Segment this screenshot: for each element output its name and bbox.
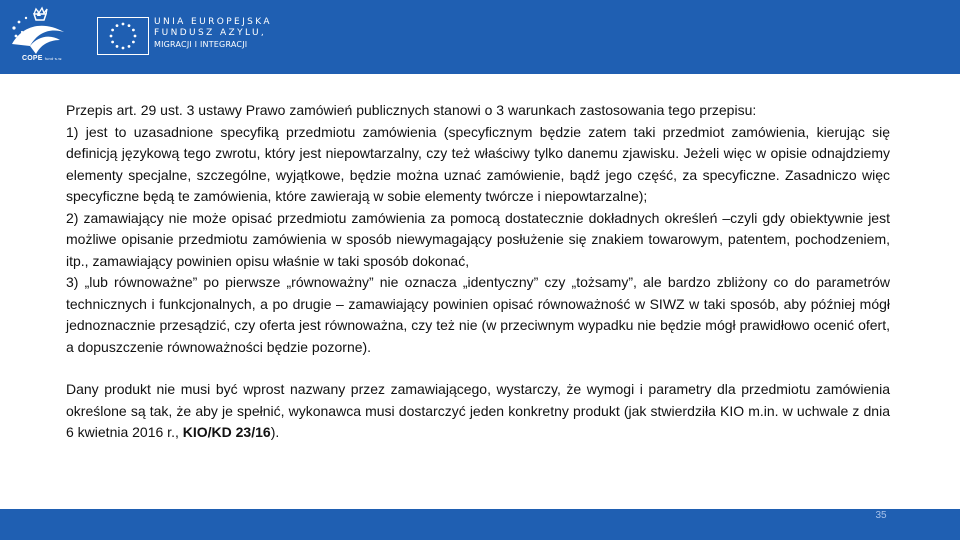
closing-text: Dany produkt nie musi być wprost nazwany przez zamawiającego, wystarczy, że wymogi i parametry dla przedmiotu zamówienia określone są tak, że aby je spełnić, wykonawca musi dostarczyć jeden konkretny produkt (jak stwierdziła KIO m.in. w uchwale z dnia 6 kwietnia 2016 r., [66, 381, 890, 440]
point-2: 2) zamawiający nie może opisać przedmiotu zamówienia za pomocą dostatecznie dokładnych określeń –czyli gdy obiektywnie jest możliwe opisanie przedmiotu zamówienia w sposób niewymagający posłużenie się znakiem towarowym, patentem, pochodzeniem, itp., zamawiający powinien opisu właśnie w taki sposób dokonać, [66, 209, 890, 269]
page-number: 35 [875, 510, 887, 521]
cope-logo-main: COPE [22, 55, 43, 62]
header-bar [0, 0, 960, 74]
eu-flag-icon [97, 17, 149, 55]
eu-line-2: FUNDUSZ AZYLU, [154, 28, 267, 38]
intro-paragraph: Przepis art. 29 ust. 3 ustawy Prawo zamówień publicznych stanowi o 3 warunkach zastosowania tego przepisu: [66, 102, 757, 118]
closing-end: ). [270, 424, 280, 440]
footer-bar [0, 509, 960, 540]
point-1: 1) jest to uzasadnione specyfiką przedmiotu zamówienia (specyficznym będzie zatem taki przedmiot zamówienia, kierując się definicją językową tego zwrotu, który jest niepowtarzalny, czy też właściwy tylko danemu zjawisku. Jeżeli więc w opisie odnajdziemy elementy specjalne, szczególne, wyjątkowe, będzie można uznać zamówienie, bądź jego część, za specyficzne. Zasadniczo więc specyficzne będą te zamówienia, które zawierają w sobie elementy twórcze i niepowtarzalne); [66, 123, 890, 204]
kio-reference: KIO/KD 23/16 [182, 424, 271, 440]
point-3: 3) „lub równoważne” po pierwsze „równoważny” nie oznacza „identyczny” czy „tożsamy”, ale bardzo zbliżony co do parametrów technicznych i funkcjonalnych, a po drugie – zamawiający powinien opisać równoważność w SIWZ w taki sposób, aby później mógł jednoznacznie przesądzić, czy oferta jest równoważna, czy też nie (w przeciwnym wypadku nie będzie mógł prawidłowo ocenić ofert, a dopuszczenie równoważności będzie pozorne). [66, 274, 890, 355]
paragraph-spacer [66, 358, 890, 379]
cope-logo-text [22, 55, 63, 62]
closing-paragraph [66, 379, 890, 444]
eu-fund-label [154, 17, 272, 50]
main-text [66, 100, 890, 444]
cope-logo-small: fund·s.w. [44, 56, 63, 61]
eu-line-1: UNIA EUROPEJSKA [154, 17, 272, 27]
eu-line-3: MIGRACJI I INTEGRACJI [154, 40, 248, 49]
